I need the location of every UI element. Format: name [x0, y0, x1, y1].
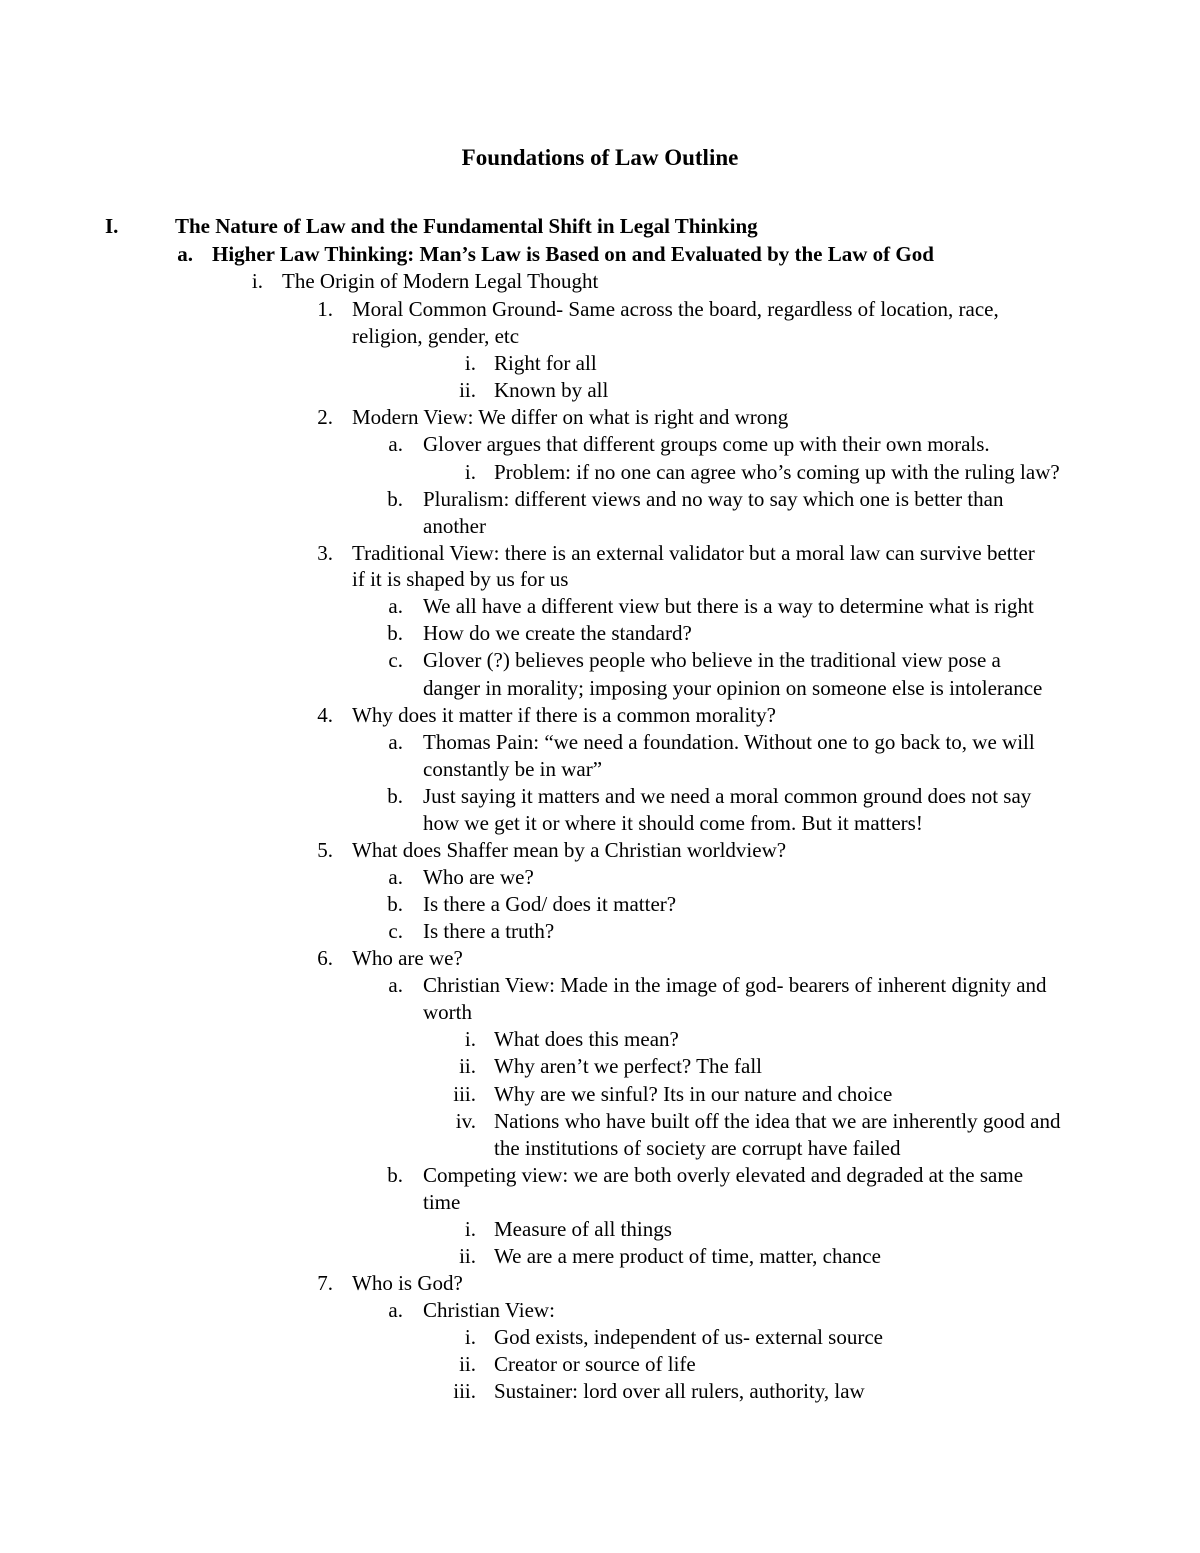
outline-text: How do we create the standard?: [423, 621, 692, 645]
outline-text: The Origin of Modern Legal Thought: [282, 269, 599, 293]
outline-item: [0, 1270, 1200, 1297]
outline-item: [0, 891, 1200, 918]
outline-text: Modern View: We differ on what is right and wrong: [352, 405, 789, 429]
outline-text: What does this mean?: [494, 1027, 679, 1051]
outline-marker: ii.: [459, 1352, 476, 1376]
outline-text: danger in morality; imposing your opinion on someone else is intolerance: [423, 676, 1043, 700]
outline-text: Why does it matter if there is a common morality?: [352, 703, 776, 727]
outline-marker: ii.: [459, 1244, 476, 1268]
outline-marker: b.: [387, 1163, 403, 1187]
outline-text: Who are we?: [423, 865, 534, 889]
outline-item: [0, 1162, 1200, 1189]
outline-item-continuation: [0, 1135, 1200, 1162]
outline-text: Why are we sinful? Its in our nature and choice: [494, 1082, 893, 1106]
outline-marker: ii.: [459, 378, 476, 402]
outline-item: [0, 486, 1200, 513]
outline-marker: I.: [105, 214, 119, 238]
outline-item: [0, 268, 1200, 295]
outline-item: [0, 783, 1200, 810]
outline-item: [0, 1351, 1200, 1378]
outline-text: constantly be in war”: [423, 757, 603, 781]
outline-item: [0, 296, 1200, 323]
outline-marker: iii.: [453, 1379, 476, 1403]
outline-item: [0, 1026, 1200, 1053]
outline-marker: 6.: [317, 946, 333, 970]
outline-text: Who is God?: [352, 1271, 463, 1295]
outline-item: [0, 377, 1200, 404]
outline-item: [0, 1378, 1200, 1405]
outline-marker: b.: [387, 621, 403, 645]
outline-text: another: [423, 514, 486, 538]
outline-item: [0, 647, 1200, 674]
outline-marker: c.: [388, 648, 403, 672]
outline-text: Moral Common Ground- Same across the board, regardless of location, race,: [352, 297, 999, 321]
outline-marker: 1.: [317, 297, 333, 321]
outline-marker: iii.: [453, 1082, 476, 1106]
outline-marker: 5.: [317, 838, 333, 862]
outline-item: [0, 702, 1200, 729]
outline-item: [0, 729, 1200, 756]
outline-item-continuation: [0, 513, 1200, 540]
outline-text: Just saying it matters and we need a moral common ground does not say: [423, 784, 1032, 808]
outline-marker: iv.: [455, 1109, 476, 1133]
outline-text: Is there a God/ does it matter?: [423, 892, 677, 916]
outline-text: God exists, independent of us- external source: [494, 1325, 883, 1349]
outline-text: Higher Law Thinking: Man’s Law is Based on and Evaluated by the Law of God: [212, 242, 934, 266]
outline-text: Problem: if no one can agree who’s coming up with the ruling law?: [494, 460, 1060, 484]
outline-marker: a.: [388, 865, 403, 889]
outline-marker: 7.: [317, 1271, 333, 1295]
outline-text: religion, gender, etc: [352, 324, 520, 348]
outline-item-continuation: [0, 999, 1200, 1026]
outline-marker: b.: [387, 892, 403, 916]
outline-marker: ii.: [459, 1054, 476, 1078]
outline-text: Creator or source of life: [494, 1352, 696, 1376]
outline-text: Pluralism: different views and no way to say which one is better than: [423, 487, 1004, 511]
outline-text: Known by all: [494, 378, 609, 402]
outline-item: [0, 1243, 1200, 1270]
outline-marker: 3.: [317, 541, 333, 565]
outline-text: the institutions of society are corrupt have failed: [494, 1136, 901, 1160]
outline-text: Why aren’t we perfect? The fall: [494, 1054, 762, 1078]
outline-item-continuation: [0, 1189, 1200, 1216]
outline-item-continuation: [0, 810, 1200, 837]
outline-text: Measure of all things: [494, 1217, 672, 1241]
outline-item: [0, 1324, 1200, 1351]
outline-item-continuation: [0, 756, 1200, 783]
outline-text: Christian View:: [423, 1298, 555, 1322]
outline-item: [0, 350, 1200, 377]
outline-item: [0, 864, 1200, 891]
outline-text: Is there a truth?: [423, 919, 555, 943]
outline-text: Who are we?: [352, 946, 463, 970]
outline-marker: i.: [464, 1325, 476, 1349]
outline-text: worth: [423, 1000, 472, 1024]
outline-marker: a.: [388, 1298, 403, 1322]
outline-text: The Nature of Law and the Fundamental Shift in Legal Thinking: [175, 214, 758, 238]
outline-marker: a.: [388, 594, 403, 618]
outline-text: Glover argues that different groups come up with their own morals.: [423, 432, 990, 456]
outline-marker: c.: [388, 919, 403, 943]
outline-text: What does Shaffer mean by a Christian worldview?: [352, 838, 787, 862]
outline-item: [0, 918, 1200, 945]
outline-item: [0, 837, 1200, 864]
outline-item: [0, 945, 1200, 972]
outline-item-continuation: [0, 675, 1200, 702]
outline-text: if it is shaped by us for us: [352, 567, 569, 591]
outline-item: [0, 620, 1200, 647]
outline-item: [0, 540, 1200, 567]
outline-item-continuation: [0, 566, 1200, 593]
outline-item: [0, 1297, 1200, 1324]
outline-marker: 4.: [317, 703, 333, 727]
outline-text: We all have a different view but there is a way to determine what is right: [423, 594, 1034, 618]
outline-text: Glover (?) believes people who believe in the traditional view pose a: [423, 648, 1001, 672]
outline-text: Traditional View: there is an external validator but a moral law can survive better: [352, 541, 1035, 565]
outline-item: [0, 459, 1200, 486]
outline-text: Sustainer: lord over all rulers, authority, law: [494, 1379, 865, 1403]
outline-marker: a.: [388, 973, 403, 997]
outline-marker: a.: [388, 432, 403, 456]
outline-item: [0, 241, 1200, 268]
outline-marker: a.: [177, 242, 193, 266]
outline-item: [0, 972, 1200, 999]
outline-item: [0, 1081, 1200, 1108]
outline-text: Nations who have built off the idea that we are inherently good and: [494, 1109, 1061, 1133]
outline-text: time: [423, 1190, 461, 1214]
outline-text: how we get it or where it should come from. But it matters!: [423, 811, 923, 835]
outline-item-continuation: [0, 323, 1200, 350]
outline-marker: b.: [387, 487, 403, 511]
outline-marker: a.: [388, 730, 403, 754]
outline-text: We are a mere product of time, matter, chance: [494, 1244, 881, 1268]
outline-text: Competing view: we are both overly elevated and degraded at the same: [423, 1163, 1024, 1187]
outline-item: [0, 1216, 1200, 1243]
outline-item: [0, 431, 1200, 458]
outline-item: [0, 213, 1200, 240]
outline-text: Christian View: Made in the image of god- bearers of inherent dignity and: [423, 973, 1047, 997]
outline-marker: i.: [251, 269, 263, 293]
outline-item: [0, 404, 1200, 431]
outline-item: [0, 593, 1200, 620]
outline-item: [0, 1108, 1200, 1135]
outline-item: [0, 1053, 1200, 1080]
page-title: Foundations of Law Outline: [461, 145, 739, 170]
outline-marker: b.: [387, 784, 403, 808]
outline-marker: i.: [464, 1027, 476, 1051]
outline-marker: i.: [464, 351, 476, 375]
outline-text: Right for all: [494, 351, 597, 375]
outline-text: Thomas Pain: “we need a foundation. Without one to go back to, we will: [423, 730, 1035, 754]
outline-marker: 2.: [317, 405, 333, 429]
outline-marker: i.: [464, 460, 476, 484]
outline-marker: i.: [464, 1217, 476, 1241]
